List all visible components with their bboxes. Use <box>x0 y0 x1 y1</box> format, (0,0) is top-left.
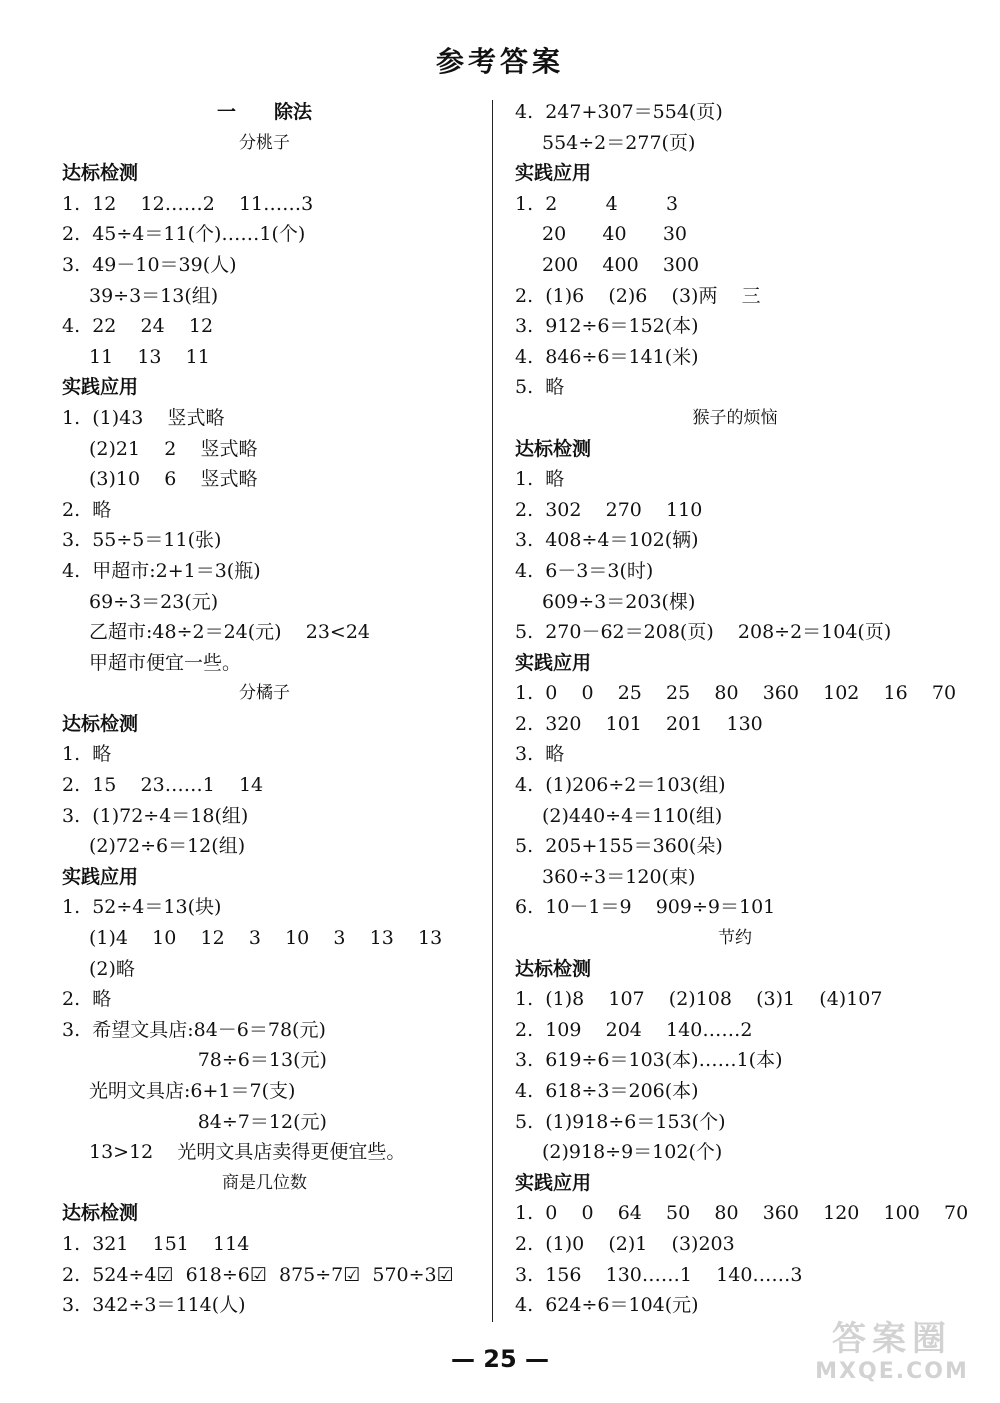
lesson-title: 节约 <box>718 928 752 949</box>
answer-line: 3. 408÷4＝102(辆) <box>515 529 699 552</box>
answer-line: 360÷3＝120(束) <box>542 865 696 888</box>
chapter-title: 一 除法 <box>216 101 312 123</box>
lesson-title: 分桃子 <box>239 132 290 153</box>
lesson-title: 商是几位数 <box>222 1172 307 1193</box>
answer-line: 1. 0 0 64 50 80 360 120 100 70 <box>515 1202 969 1225</box>
answer-line: 5. (1)918÷6＝153(个) <box>515 1110 726 1133</box>
answer-line: 4. 247+307＝554(页) <box>515 101 723 123</box>
answer-line: 1. (1)8 107 (2)108 (3)1 (4)107 <box>515 988 883 1011</box>
answer-line: 甲超市便宜一些。 <box>89 651 242 674</box>
answer-line: 3. (1)72÷4＝18(组) <box>62 804 249 827</box>
answer-line: 39÷3＝13(组) <box>89 284 219 307</box>
answer-line: (2)72÷6＝12(组) <box>89 835 246 858</box>
section-heading: 达标检测 <box>515 437 592 460</box>
column-divider <box>492 100 493 1322</box>
answer-line: 3. 619÷6＝103(本)……1(本) <box>515 1049 783 1072</box>
answer-line: 2. 略 <box>62 498 112 521</box>
lesson-title: 分橘子 <box>239 683 290 704</box>
answer-line: 3. 342÷3＝114(人) <box>62 1294 246 1317</box>
section-heading: 实践应用 <box>515 651 592 674</box>
watermark-text-top: 答案圈 <box>832 1319 952 1359</box>
answer-line: 1. 0 0 25 25 80 360 102 16 70 <box>515 682 957 705</box>
answer-line: 4. 846÷6＝141(米) <box>515 345 699 368</box>
answer-line: 3. 55÷5＝11(张) <box>62 529 222 552</box>
answer-line: 3. 912÷6＝152(本) <box>515 315 699 338</box>
answer-line: 2. (1)6 (2)6 (3)两 三 <box>515 284 761 307</box>
answer-line: 6. 10－1＝9 909÷9＝101 <box>515 896 776 919</box>
section-heading: 实践应用 <box>515 162 592 185</box>
answer-line: 1. 321 151 114 <box>62 1232 250 1255</box>
answer-line: 1. 2 4 3 <box>515 192 679 215</box>
answer-line: 69÷3＝23(元) <box>89 590 219 613</box>
section-heading: 达标检测 <box>62 1202 139 1225</box>
answer-line: (3)10 6 竖式略 <box>89 468 258 491</box>
answer-line: 13>12 光明文具店卖得更便宜些。 <box>89 1141 406 1164</box>
answer-line: 4. 22 24 12 <box>62 315 214 338</box>
answer-line: 5. 205+155＝360(朵) <box>515 835 723 858</box>
answer-line: 5. 略 <box>515 376 565 399</box>
answer-line: 11 13 11 <box>89 345 210 368</box>
answer-line: (1)4 10 12 3 10 3 13 13 <box>89 927 443 950</box>
right-column <box>515 97 969 1321</box>
answer-line: 1. 略 <box>515 468 565 491</box>
answer-line: 2. 略 <box>62 988 112 1011</box>
answer-line: 1. 12 12……2 11……3 <box>62 192 314 215</box>
section-heading: 实践应用 <box>62 376 139 399</box>
answer-line: 4. 甲超市:2+1＝3(瓶) <box>62 559 261 582</box>
section-heading: 达标检测 <box>62 162 139 185</box>
answer-line: 84÷7＝12(元) <box>89 1110 327 1133</box>
answer-line: 3. 略 <box>515 743 565 766</box>
section-heading: 实践应用 <box>62 865 139 888</box>
section-heading: 实践应用 <box>515 1171 592 1194</box>
answer-line: 4. 624÷6＝104(元) <box>515 1294 699 1317</box>
answer-line: 2. 302 270 110 <box>515 498 703 521</box>
answer-line: 1. (1)43 竖式略 <box>62 406 225 429</box>
section-heading: 达标检测 <box>62 712 139 735</box>
answer-line: 4. (1)206÷2＝103(组) <box>515 774 726 797</box>
answer-line: 1. 略 <box>62 743 112 766</box>
answer-line: 3. 希望文具店:84－6＝78(元) <box>62 1018 326 1041</box>
answer-line: 1. 52÷4＝13(块) <box>62 896 222 919</box>
answer-line: 光明文具店:6+1＝7(支) <box>89 1080 296 1102</box>
answer-line: 20 40 30 <box>542 223 688 246</box>
answer-line: (2)21 2 竖式略 <box>89 437 258 460</box>
answer-line: 5. 270－62＝208(页) 208÷2＝104(页) <box>515 621 892 644</box>
answer-line: 2. 320 101 201 130 <box>515 712 763 735</box>
page-number: — 25 — <box>450 1345 550 1373</box>
answer-line: (2)略 <box>89 957 135 980</box>
answer-line: 2. 45÷4＝11(个)……1(个) <box>62 223 306 246</box>
answer-line: 2. (1)0 (2)1 (3)203 <box>515 1232 735 1255</box>
answer-line: 4. 618÷3＝206(本) <box>515 1080 699 1102</box>
answer-line: 2. 15 23……1 14 <box>62 774 264 797</box>
answer-line: 200 400 300 <box>542 253 700 276</box>
answer-line: 4. 6－3＝3(时) <box>515 559 654 582</box>
answer-line: 3. 156 130……1 140……3 <box>515 1263 803 1286</box>
watermark-text-bottom: MXQE.COM <box>815 1359 969 1384</box>
answer-line: 2. 109 204 140……2 <box>515 1018 753 1041</box>
page-title: 参考答案 <box>435 45 564 78</box>
watermark-logo <box>792 1319 992 1389</box>
lesson-title: 猴子的烦恼 <box>692 407 778 428</box>
answer-line: (2)918÷9＝102(个) <box>542 1141 723 1164</box>
answer-line: 2. 524÷4☑ 618÷6☑ 875÷7☑ 570÷3☑ <box>62 1263 454 1286</box>
answer-line: 乙超市:48÷2＝24(元) 23<24 <box>89 621 371 644</box>
answer-line: 609÷3＝203(棵) <box>542 590 696 613</box>
section-heading: 达标检测 <box>515 957 592 980</box>
answer-line: 3. 49－10＝39(人) <box>62 253 237 276</box>
answer-line: (2)440÷4＝110(组) <box>542 804 723 827</box>
answer-line: 78÷6＝13(元) <box>89 1049 327 1072</box>
left-column <box>62 97 467 1321</box>
answer-line: 554÷2＝277(页) <box>542 131 696 154</box>
